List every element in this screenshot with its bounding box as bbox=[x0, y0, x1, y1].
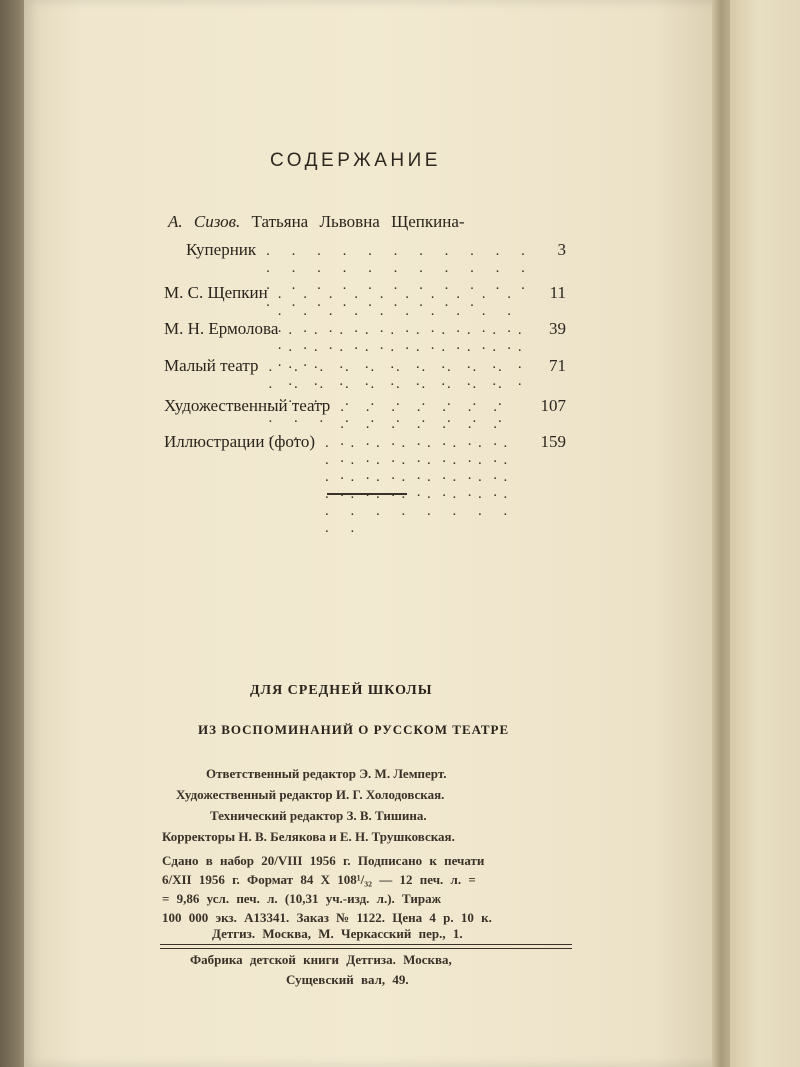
toc-page-number: 3 bbox=[557, 240, 566, 259]
imprint-line: 6/XII 1956 г. Формат 84 X 108¹/₃₂ — 12 печ. л. = bbox=[162, 872, 476, 887]
toc-entry-title: М. С. Щепкин bbox=[164, 283, 268, 302]
leader-dots bbox=[325, 435, 530, 537]
toc-entry-author: А. Сизов. bbox=[168, 212, 241, 231]
toc-entry-title: М. Н. Ермолова bbox=[164, 319, 279, 338]
credit-line: Художественный редактор И. Г. Холодовская. bbox=[176, 787, 445, 802]
credit-line: Ответственный редактор Э. М. Лемперт. bbox=[206, 766, 447, 781]
printer-line: Фабрика детской книги Детгиза. Москва, bbox=[190, 952, 452, 967]
toc-entry bbox=[164, 396, 566, 426]
toc-page-number: 159 bbox=[540, 432, 566, 451]
credit-line: Корректоры Н. В. Белякова и Е. Н. Трушковская. bbox=[162, 829, 455, 844]
toc-page-number: 71 bbox=[549, 356, 566, 375]
toc-entry-title: Татьяна Львовна Щепкина- bbox=[251, 212, 465, 231]
imprint-line: Детгиз. Москва, М. Черкасский пер., 1. bbox=[212, 926, 463, 941]
toc-entry-sizov-continued bbox=[164, 240, 566, 270]
printer-line: Сущевский вал, 49. bbox=[286, 972, 409, 987]
imprint-divider bbox=[160, 944, 572, 949]
imprint-line: Сдано в набор 20/VIII 1956 г. Подписано к печати bbox=[162, 853, 485, 868]
toc-entry bbox=[164, 356, 566, 386]
credit-line: Технический редактор З. В. Тишина. bbox=[210, 808, 427, 823]
toc-page-number: 39 bbox=[549, 319, 566, 338]
toc-entry-sizov bbox=[168, 212, 465, 232]
toc-entry-title: Иллюстрации (фото) bbox=[164, 432, 316, 451]
imprint-line: = 9,86 усл. печ. л. (10,31 уч.-изд. л.). Тираж bbox=[162, 891, 442, 906]
facing-page-edge bbox=[730, 0, 800, 1067]
toc-entry-title: Художественный театр bbox=[164, 396, 331, 415]
toc-entry-title: Куперник bbox=[186, 240, 257, 259]
imprint-line: 100 000 экз. А13341. Заказ № 1122. Цена 4 р. 10 к. bbox=[162, 910, 492, 925]
toc-entry bbox=[164, 319, 566, 349]
toc-entry-title: Малый театр bbox=[164, 356, 259, 375]
toc-page-number: 107 bbox=[540, 396, 566, 415]
series-title: ДЛЯ СРЕДНЕЙ ШКОЛЫ bbox=[250, 683, 433, 698]
toc-page-number: 11 bbox=[549, 283, 566, 302]
contents-heading: СОДЕРЖАНИЕ bbox=[270, 150, 441, 171]
toc-entry bbox=[164, 432, 566, 462]
section-divider bbox=[327, 493, 407, 495]
toc-entry bbox=[164, 283, 566, 313]
book-gutter bbox=[712, 0, 732, 1067]
book-title: ИЗ ВОСПОМИНАНИЙ О РУССКОМ ТЕАТРЕ bbox=[198, 722, 510, 737]
